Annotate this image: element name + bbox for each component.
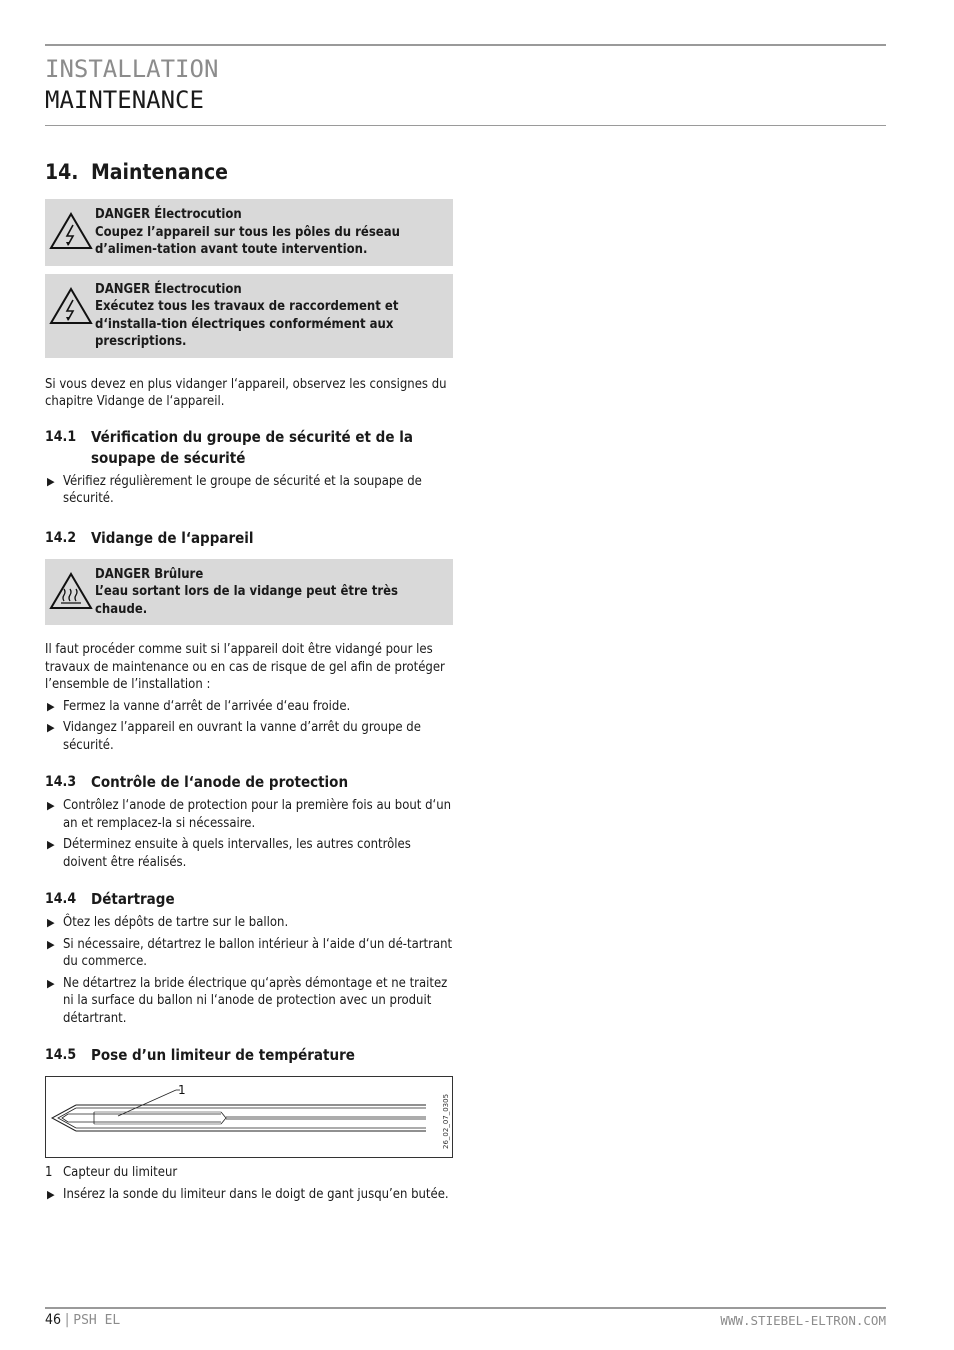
section-title: Pose d’un limiteur de température <box>91 1046 355 1064</box>
list-item: ▶ Si nécessaire, détartrez le ballon intérieur à l‘aide d‘un dé-tartrant du commerce. <box>47 936 453 969</box>
bullet-arrow-icon: ▶ <box>47 721 55 734</box>
bullet-arrow-icon: ▶ <box>47 799 55 812</box>
caption-number: 1 <box>45 1165 53 1180</box>
danger-box-electrocution-1 <box>45 199 453 266</box>
section-14-1 <box>45 427 453 508</box>
section-title: Vidange de l‘appareil <box>91 528 254 547</box>
page-title-number: 14. <box>45 160 79 184</box>
section-14-2 <box>45 528 453 755</box>
limiter-sensor-figure <box>45 1076 453 1158</box>
page-number: 46 <box>45 1312 62 1328</box>
drain-paragraph: Il faut procéder comme suit si l’appareil doit être vidangé pour les travaux de maintenance ou en cas de risque de gel afin de protéger l’ensemble de l’installation : <box>45 642 445 692</box>
bullet-arrow-icon: ▶ <box>47 474 55 488</box>
figure-callout-1: 1 <box>178 1083 186 1097</box>
list-item: ▶ Ne détartrez la bride électrique qu‘après démontage et ne traitez ni la surface du ballon ni l‘anode de protection avec un produit détartrant. <box>47 975 448 1026</box>
header-chapter: INSTALLATION <box>45 55 219 83</box>
footer-separator: | <box>65 1312 70 1328</box>
section-number: 14.1 <box>45 428 77 445</box>
footer-model: PSH EL <box>73 1313 121 1328</box>
page-title <box>45 160 453 184</box>
danger-text: L’eau sortant lors de la vidange peut être très chaude. <box>95 584 399 617</box>
header-top-rule <box>45 44 886 46</box>
section-title: Vérification du groupe de sécurité et de la soupape de sécurité <box>91 427 413 467</box>
figure-caption <box>45 1164 453 1182</box>
page-title-text: Maintenance <box>91 160 228 184</box>
caption-text: Capteur du limiteur <box>63 1165 178 1180</box>
figure-code: 26_02_07_0305 <box>442 1093 450 1149</box>
sensor-sleeve-drawing <box>46 1077 452 1157</box>
list-item: ▶ Fermez la vanne d‘arrêt de l‘arrivée d‘eau froide. <box>47 698 351 714</box>
danger-title: DANGER Brûlure <box>95 566 204 582</box>
section-heading <box>45 427 453 469</box>
electrocution-warning-icon <box>49 287 93 327</box>
danger-box-electrocution-2 <box>45 274 453 358</box>
section-title: Contrôle de l‘anode de protection <box>91 773 349 791</box>
section-14-5 <box>45 1045 453 1203</box>
section-title: Détartrage <box>91 890 175 908</box>
main-column <box>45 160 453 1207</box>
section-number: 14.3 <box>45 774 77 790</box>
danger-text: Exécutez tous les travaux de raccordement et d‘installa-tion électriques conformément aux prescriptions. <box>95 299 399 349</box>
list-item: ▶ Insérez la sonde du limiteur dans le doigt de gant jusqu’en butée. <box>47 1186 449 1202</box>
footer-rule <box>45 1307 886 1309</box>
section-number: 14.5 <box>45 1047 77 1063</box>
section-14-3 <box>45 772 453 871</box>
section-14-4 <box>45 889 453 1027</box>
list-item: ▶ Déterminez ensuite à quels intervalles, les autres contrôles doivent être réalisés. <box>47 837 411 870</box>
danger-box-burn <box>45 559 453 626</box>
electrocution-warning-icon <box>49 212 93 252</box>
danger-title: DANGER Électrocution <box>95 207 242 222</box>
section-heading <box>45 889 453 910</box>
list-item: ▶ Vidangez l’appareil en ouvrant la vanne d’arrêt du groupe de sécurité. <box>47 720 421 753</box>
section-number: 14.4 <box>45 891 77 907</box>
hot-surface-warning-icon <box>49 572 93 612</box>
bullet-arrow-icon: ▶ <box>47 937 55 951</box>
list-item: ▶ Ôtez les dépôts de tartre sur le ballon. <box>47 915 289 930</box>
section-heading <box>45 772 453 793</box>
bullet-arrow-icon: ▶ <box>47 976 55 990</box>
header-bottom-rule <box>45 125 886 126</box>
bullet-arrow-icon: ▶ <box>47 916 55 929</box>
bullet-arrow-icon: ▶ <box>47 699 55 713</box>
list-item: ▶ Vérifiez régulièrement le groupe de sécurité et la soupape de sécurité. <box>47 473 422 506</box>
list-item: ▶ Contrôlez l‘anode de protection pour la première fois au bout d‘un an et remplacez-la si nécessaire. <box>47 798 452 831</box>
danger-title: DANGER Électrocution <box>95 281 242 297</box>
header-section: MAINTENANCE <box>45 86 204 114</box>
section-number: 14.2 <box>45 529 77 546</box>
section-heading <box>45 528 453 549</box>
section-heading <box>45 1045 453 1066</box>
danger-text: Coupez l’appareil sur tous les pôles du réseau d’alimen-tation avant toute intervention. <box>95 224 400 257</box>
bullet-arrow-icon: ▶ <box>47 1187 55 1201</box>
bullet-arrow-icon: ▶ <box>47 838 55 851</box>
footer-website: WWW.STIEBEL-ELTRON.COM <box>720 1313 886 1328</box>
intro-paragraph: Si vous devez en plus vidanger l‘appareil, observez les consignes du chapitre Vidange de l‘appareil. <box>45 376 447 409</box>
footer-page-info <box>45 1312 120 1328</box>
